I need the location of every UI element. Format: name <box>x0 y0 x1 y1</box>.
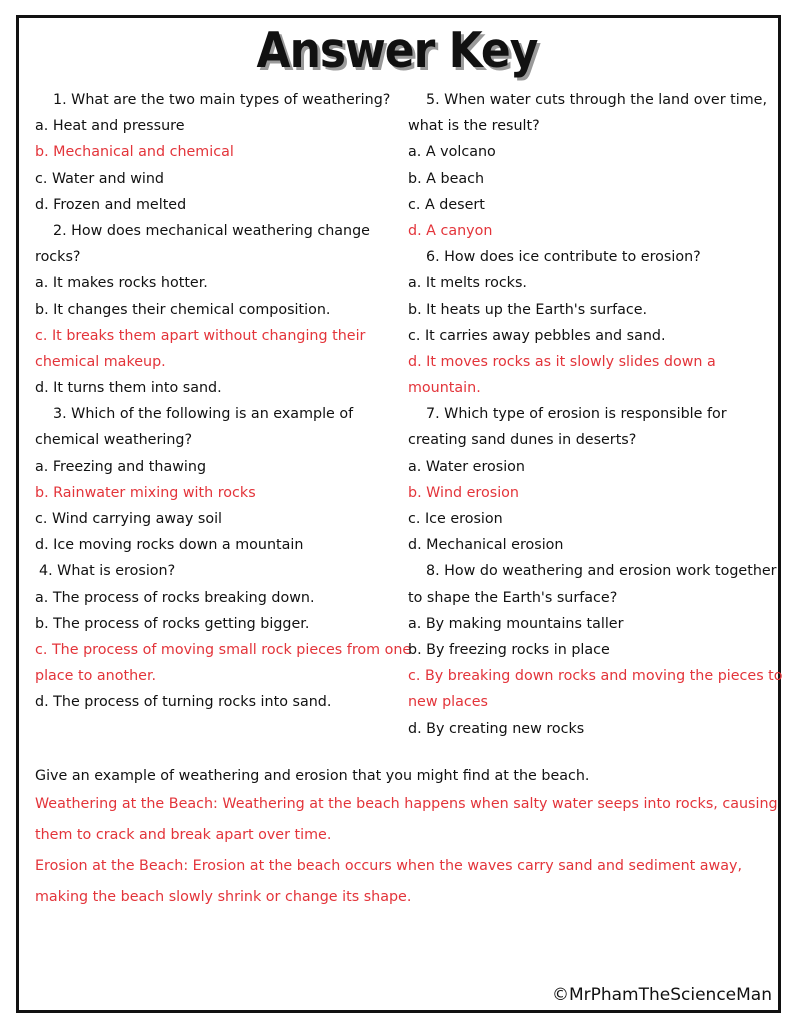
option-line: d. By creating new rocks <box>408 720 585 737</box>
answer-line: new places <box>408 694 489 711</box>
option-line: c. Wind carrying away soil <box>35 511 223 527</box>
option-line: c. Water and wind <box>35 170 164 187</box>
option-line: a. Water erosion <box>408 458 525 475</box>
question-line: 2. How does mechanical weathering change <box>53 222 370 239</box>
beach-answer-line: them to crack and break apart over time. <box>35 827 332 843</box>
beach-question-prompt: Give an example of weathering and erosion that you might find at the beach. <box>35 768 590 784</box>
option-line: to shape the Earth's surface? <box>408 589 618 606</box>
beach-question-section <box>35 763 778 913</box>
question-line: 8. How do weathering and erosion work together <box>426 563 777 580</box>
option-line: c. A desert <box>408 196 485 213</box>
option-line: a. Heat and pressure <box>35 118 185 135</box>
beach-answer-line: Weathering at the Beach: Weathering at the beach happens when salty water seeps into rocks, causing <box>35 796 778 812</box>
question-line: 4. What is erosion? <box>39 563 176 580</box>
answer-line: b. Wind erosion <box>408 484 519 501</box>
left-column <box>35 87 412 716</box>
option-line: a. By making mountains taller <box>408 615 624 632</box>
question-line: 5. When water cuts through the land over time, <box>426 92 767 108</box>
answer-line: place to another. <box>35 668 157 685</box>
option-line: a. It melts rocks. <box>408 275 527 292</box>
question-line: 6. How does ice contribute to erosion? <box>426 249 701 266</box>
copyright-credit: ©MrPhamTheScienceMan <box>551 985 772 1005</box>
option-line: a. A volcano <box>408 144 496 161</box>
answer-line: c. The process of moving small rock pieces from one <box>35 641 412 658</box>
option-line: b. The process of rocks getting bigger. <box>35 615 310 632</box>
option-line: d. The process of turning rocks into sand. <box>35 694 332 711</box>
option-line: what is the result? <box>408 118 540 135</box>
option-line: d. It turns them into sand. <box>35 380 222 397</box>
answer-line: c. It breaks them apart without changing their <box>35 327 366 344</box>
option-line: d. Frozen and melted <box>35 196 187 213</box>
option-line: b. A beach <box>408 170 485 187</box>
option-line: creating sand dunes in deserts? <box>408 432 637 449</box>
answer-line: c. By breaking down rocks and moving the pieces to <box>408 668 783 685</box>
answer-line: d. A canyon <box>408 222 493 239</box>
option-line: chemical weathering? <box>35 432 193 449</box>
answer-line: b. Mechanical and chemical <box>35 144 234 161</box>
answer-line: mountain. <box>408 380 481 397</box>
option-line: a. It makes rocks hotter. <box>35 275 208 292</box>
question-line: 1. What are the two main types of weathering? <box>53 92 391 108</box>
beach-answer-line: making the beach slowly shrink or change its shape. <box>35 889 412 905</box>
option-line: a. Freezing and thawing <box>35 458 207 475</box>
answer-line: b. Rainwater mixing with rocks <box>35 484 256 501</box>
option-line: d. Mechanical erosion <box>408 537 564 554</box>
beach-answer-line: Erosion at the Beach: Erosion at the beach occurs when the waves carry sand and sediment away, <box>35 858 742 874</box>
question-line: 3. Which of the following is an example of <box>53 406 354 423</box>
option-line: b. It heats up the Earth's surface. <box>408 301 648 318</box>
option-line: b. By freezing rocks in place <box>408 641 610 658</box>
option-line: c. It carries away pebbles and sand. <box>408 327 666 344</box>
answer-line: chemical makeup. <box>35 353 166 370</box>
page-title: Answer Key <box>256 22 538 80</box>
option-line: d. Ice moving rocks down a mountain <box>35 537 304 554</box>
option-line: c. Ice erosion <box>408 511 503 527</box>
right-column <box>408 87 783 742</box>
question-line: 7. Which type of erosion is responsible for <box>426 406 727 423</box>
option-line: b. It changes their chemical composition. <box>35 301 331 318</box>
option-line: a. The process of rocks breaking down. <box>35 589 315 606</box>
option-line: rocks? <box>35 249 81 266</box>
answer-line: d. It moves rocks as it slowly slides down a <box>408 353 716 370</box>
